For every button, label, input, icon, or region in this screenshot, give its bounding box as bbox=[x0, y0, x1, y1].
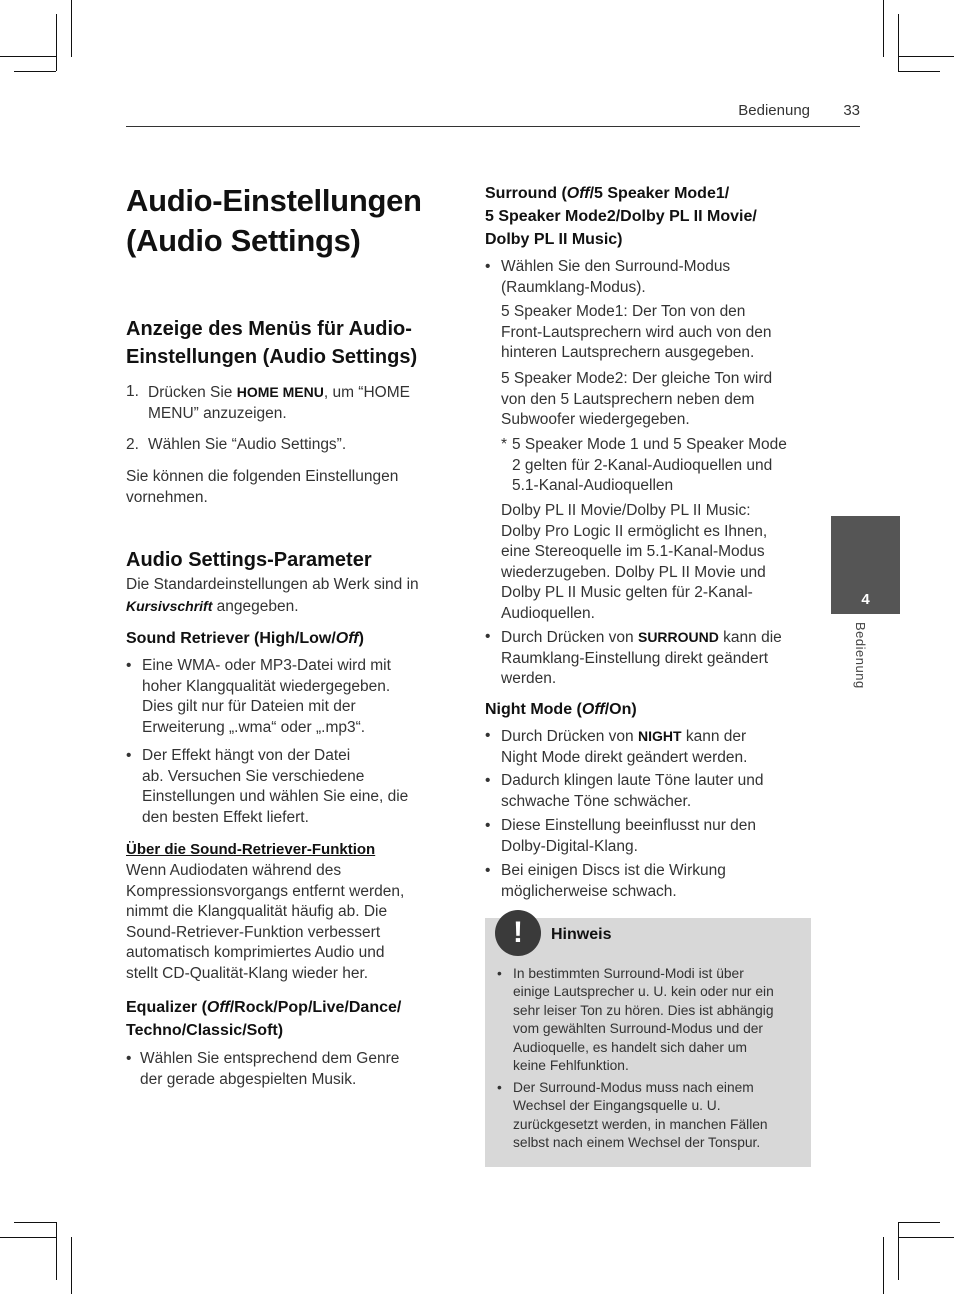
text-line: Bei einigen Discs ist die Wirkung bbox=[501, 862, 726, 879]
text-line: Kompressionsvorgangs entfernt werden, bbox=[126, 882, 405, 900]
crop-mark bbox=[898, 56, 954, 57]
night-key: NIGHT bbox=[637, 728, 682, 744]
text-line: 5 Speaker Mode 1 und 5 Speaker Mode bbox=[512, 436, 787, 453]
crop-mark bbox=[0, 1237, 56, 1238]
text-line: Wechsel der Eingangsquelle u. U. bbox=[513, 1098, 721, 1114]
text-line: der gerade abgespielten Musik. bbox=[140, 1070, 357, 1088]
text-line: wiederzugeben. Dolby PL II Movie und bbox=[501, 563, 766, 581]
text-line: Eine WMA- oder MP3-Datei wird mit bbox=[142, 657, 391, 674]
surround-footnote-text bbox=[512, 435, 787, 497]
crop-mark bbox=[883, 0, 884, 57]
night-mode-heading: Night Mode (Off/On) bbox=[485, 701, 637, 718]
text-line: Diese Einstellung beeinflusst nur den bbox=[501, 817, 757, 834]
text-line: (Raumklang-Modus). bbox=[501, 278, 646, 296]
text-line: 5.1-Kanal-Audioquellen bbox=[512, 477, 674, 495]
text-line: keine Fehlfunktion. bbox=[513, 1058, 629, 1074]
text-line: Dolby PL II Movie/Dolby PL II Music: bbox=[501, 502, 751, 519]
crop-mark bbox=[71, 0, 72, 57]
step-1: 1. bbox=[126, 383, 139, 400]
sound-retriever-paragraph bbox=[126, 861, 404, 985]
italic-note: Kursivschrift bbox=[126, 597, 213, 614]
sound-retriever-heading: Sound Retriever (High/Low/Off) bbox=[126, 630, 364, 647]
surround-footnote: * bbox=[501, 436, 508, 453]
crop-mark bbox=[898, 1222, 940, 1223]
chapter-tab bbox=[831, 516, 900, 614]
crop-mark bbox=[14, 71, 56, 72]
crop-mark bbox=[14, 1222, 56, 1223]
intro-text: Sie können die folgenden Einstellungen vornehmen. bbox=[126, 468, 399, 506]
params-heading: Audio Settings-Parameter bbox=[126, 549, 372, 571]
text-line: hinteren Lautsprechern ausgegeben. bbox=[501, 344, 755, 362]
surround-heading: Surround (Off/5 Speaker Mode1/ 5 Speaker Mode2/Dolby PL II Movie/ Dolby PL II Music) bbox=[485, 185, 757, 248]
text-line: einige Lautsprecher u. U. kein oder nur ein bbox=[513, 984, 774, 1000]
text-line: nimmt die Klangqualität häufig ab. Die bbox=[126, 903, 388, 921]
text-line: 5 Speaker Mode2: Der gleiche Ton wird bbox=[501, 370, 773, 387]
note-title: Hinweis bbox=[551, 926, 612, 943]
crop-mark bbox=[56, 1222, 57, 1280]
text-line: Dies gilt nur für Dateien mit der bbox=[142, 698, 356, 716]
text-line: von den 5 Lautsprechern neben dem bbox=[501, 390, 755, 408]
text-line: Dolby PL II Music gelten für 2-Kanal- bbox=[501, 584, 753, 602]
text-line: Erweiterung „.wma“ oder „.mp3“. bbox=[142, 718, 366, 736]
text-line: 5 Speaker Mode1: Der Ton von den bbox=[501, 303, 746, 320]
surround-mode2 bbox=[501, 369, 772, 431]
text-line: Der Effekt hängt von der Datei bbox=[142, 747, 351, 764]
text-line: 2 gelten für 2-Kanal-Audioquellen und bbox=[512, 456, 773, 474]
crop-mark bbox=[56, 14, 57, 71]
text-line: stellt CD-Qualität-Klang wieder her. bbox=[126, 964, 369, 982]
step-2: 2. bbox=[126, 436, 139, 453]
text-line: eine Stereoquelle im 5.1-Kanal-Modus bbox=[501, 543, 765, 561]
text-line: ab. Versuchen Sie verschiedene bbox=[142, 767, 365, 785]
equalizer-heading: Equalizer (Off/Rock/Pop/Live/Dance/ Techno/Classic/Soft) bbox=[126, 999, 402, 1039]
text-line: Wenn Audiodaten während des bbox=[126, 862, 342, 879]
crop-mark bbox=[898, 1237, 954, 1238]
text-line: Dolby Pro Logic II ermöglicht es Ihnen, bbox=[501, 522, 768, 540]
text-line: vom gewählten Surround-Modus und der bbox=[513, 1021, 764, 1037]
text-line: automatisch komprimiertes Audio und bbox=[126, 944, 385, 962]
crop-mark bbox=[0, 56, 56, 57]
text-line: In bestimmten Surround-Modi ist über bbox=[513, 966, 744, 981]
text-line: Dadurch klingen laute Töne lauter und bbox=[501, 772, 764, 789]
step-1-text: Drücken Sie HOME MENU, um “HOME MENU” anzuzeigen. bbox=[148, 384, 410, 422]
text-line: hoher Klangqualität wiedergegeben. bbox=[142, 677, 391, 695]
page-header bbox=[126, 100, 860, 127]
text-line: Audioquellen. bbox=[501, 604, 595, 622]
text-line: sehr leiser Ton zu hören. Dies ist abhängig bbox=[513, 1002, 774, 1018]
home-menu-key: HOME MENU bbox=[236, 384, 324, 400]
text-line: Dolby-Digital-Klang. bbox=[501, 837, 638, 855]
menu-heading: Anzeige des Menüs für Audio- Einstellungen (Audio Settings) bbox=[126, 318, 418, 368]
text-line: Front-Lautsprechern wird auch von den bbox=[501, 323, 772, 341]
text-line: möglicherweise schwach. bbox=[501, 882, 677, 900]
text-line: Subwoofer wiedergegeben. bbox=[501, 411, 690, 429]
step-2-text: Wählen Sie “Audio Settings”. bbox=[148, 436, 347, 453]
crop-mark bbox=[898, 14, 899, 71]
text-line: Der Surround-Modus muss nach einem bbox=[513, 1080, 754, 1095]
crop-mark bbox=[883, 1237, 884, 1294]
text-line: Wählen Sie entsprechend dem Genre bbox=[140, 1050, 400, 1067]
crop-mark bbox=[71, 1237, 72, 1294]
text-line: den besten Effekt liefert. bbox=[142, 808, 309, 826]
text-line: Audioquelle, es handelt sich daher um bbox=[513, 1039, 747, 1055]
text-line: Wählen Sie den Surround-Modus bbox=[501, 258, 731, 275]
page-number: 33 bbox=[843, 102, 860, 119]
page-title: Audio-Einstellungen (Audio Settings) bbox=[126, 183, 422, 258]
surround-mode1 bbox=[501, 302, 772, 364]
sound-retriever-subheading: Über die Sound-Retriever-Funktion bbox=[126, 841, 376, 858]
exclamation-icon: ! bbox=[495, 910, 541, 956]
text-line: schwache Töne schwächer. bbox=[501, 792, 692, 810]
text-line: zurückgesetzt werden, in manchen Fällen bbox=[513, 1116, 768, 1132]
crop-mark bbox=[898, 71, 940, 72]
surround-dolby bbox=[501, 501, 767, 625]
note-box: ! Hinweis • In bestimmten Surround-Modi ist über einige Lautsprecher u. U. kein oder nur ein sehr leiser Ton zu hören. Dies ist abhängig vom gewählten Surround-Modus und der Audioquelle, es handelt sich daher um keine Fehlfunktion. • Der Surround-Modus muss nach einem Wechsel der Eingangsquelle u. U. zurückgesetzt werden, in manchen Fällen selbst nach einem Wechsel der Tonspur. bbox=[485, 918, 811, 1167]
chapter-number: 4 bbox=[861, 591, 870, 608]
surround-key: SURROUND bbox=[637, 629, 719, 645]
text-line: selbst nach einem Wechsel der Tonspur. bbox=[513, 1135, 761, 1151]
text-line: Einstellungen und wählen Sie eine, die bbox=[142, 788, 409, 806]
chapter-side-label: Bedienung bbox=[853, 622, 868, 689]
text-line: Sound-Retriever-Funktion verbessert bbox=[126, 923, 381, 941]
params-intro: Die Standardeinstellungen ab Werk sind in Kursivschrift angegeben. bbox=[126, 576, 419, 615]
header-section: Bedienung bbox=[738, 102, 810, 119]
crop-mark bbox=[898, 1222, 899, 1280]
